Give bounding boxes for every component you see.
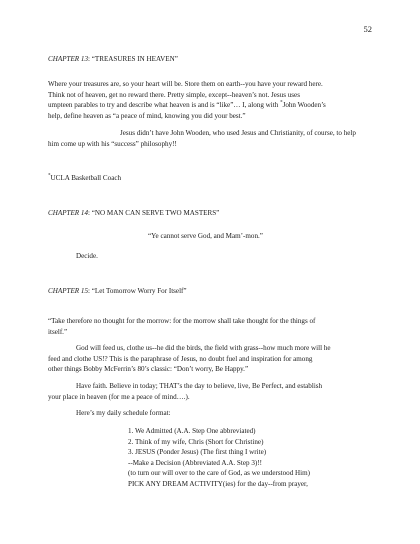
chapter-13-label: CHAPTER 13 xyxy=(48,55,88,63)
chapter-14-heading xyxy=(48,208,219,219)
chapter-14-title: : “NO MAN CAN SERVE TWO MASTERS” xyxy=(88,209,220,217)
chapter-13-heading xyxy=(48,54,178,65)
ch13-paragraph2-line: him come up with his “success” philosophy!! xyxy=(48,139,177,148)
ch13-paragraph-line xyxy=(48,100,326,111)
chapter-15-title: : “Let Tomorrow Worry For Itself” xyxy=(88,287,187,295)
ch13-line-text: umpteen parables to try and describe what heaven is and is “like”… I, along with xyxy=(48,101,281,109)
ch15-paragraph-line: God will feed us, clothe us--he did the birds, the field with grass--how much more will he xyxy=(76,344,331,352)
chapter-14-quote: “Ye cannot serve God, and Mam’-mon.” xyxy=(148,232,263,240)
ch15-paragraph2-line: Have faith. Believe in today; THAT’s the day to believe, live, Be Perfect, and establish xyxy=(76,382,323,390)
ch15-quote-line: “Take therefore no thought for the morrow: for the morrow shall take thought for the things of xyxy=(48,317,316,325)
ch13-line-text-cont: John Wooden’s xyxy=(282,101,326,109)
footnote-marker: * xyxy=(280,100,283,106)
schedule-item: 2. Think of my wife, Chris (Short for Christine) xyxy=(128,437,264,446)
schedule-intro: Here’s my daily schedule format: xyxy=(76,409,171,417)
ch13-paragraph2-line: Jesus didn’t have John Wooden, who used Jesus and Christianity, of course, to help xyxy=(120,129,356,137)
ch15-quote-line: itself.” xyxy=(48,327,68,336)
schedule-item: --Make a Decision (Abbreviated A.A. Step 3)!! xyxy=(128,458,262,467)
chapter-15-heading xyxy=(48,286,187,297)
page-number: 52 xyxy=(363,24,372,34)
ch13-paragraph-line: Where your treasures are, so your heart will be. Store them on earth--you have your reward here. xyxy=(48,80,323,88)
ch15-paragraph-line: feed and clothe US!? This is the paraphrase of Jesus, no doubt fuel and inspiration for among xyxy=(48,354,313,363)
ch15-paragraph-line: other things Bobby McFerrin’s 80’s classic: “Don’t worry, Be Happy.” xyxy=(48,365,249,373)
footnote-text: UCLA Basketball Coach xyxy=(50,174,122,182)
footnote-marker: * xyxy=(48,173,51,179)
ch13-paragraph-line: help, define heaven as “a peace of mind, knowing you did your best.” xyxy=(48,111,246,120)
schedule-item: 1. We Admitted (A.A. Step One abbreviated) xyxy=(128,427,256,435)
footnote xyxy=(48,173,121,184)
schedule-item: (to turn our will over to the care of God, as we understood Him) xyxy=(128,469,311,477)
ch15-paragraph2-line: your place in heaven (for me a peace of mind….). xyxy=(48,392,190,401)
ch13-paragraph-line: Think not of heaven, get no reward there. Pretty simple, except--heaven’s not. Jesus uses xyxy=(48,90,300,99)
schedule-item: PICK ANY DREAM ACTIVITY(ies) for the day--from prayer, xyxy=(128,479,308,488)
schedule-item: 3. JESUS (Ponder Jesus) (The first thing I write) xyxy=(128,448,267,456)
chapter-14-label: CHAPTER 14 xyxy=(48,209,88,217)
chapter-15-label: CHAPTER 15 xyxy=(48,287,88,295)
chapter-14-decide: Decide. xyxy=(76,252,98,260)
chapter-13-title: : “TREASURES IN HEAVEN” xyxy=(88,55,178,63)
